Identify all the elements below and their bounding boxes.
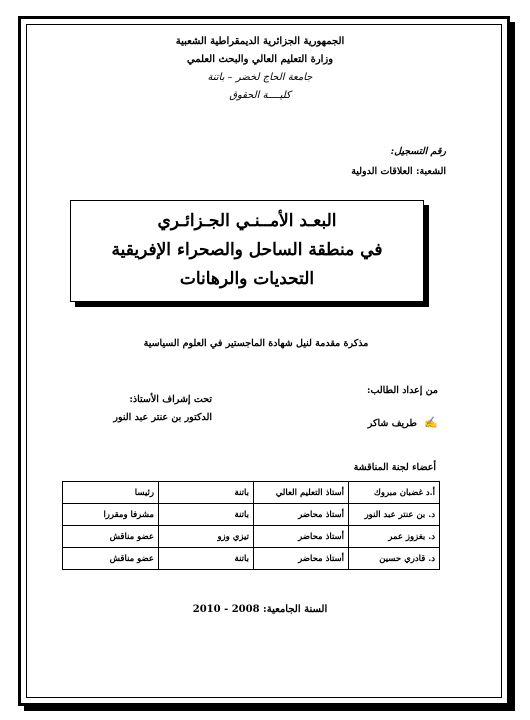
committee-member-rank: أستاذ محاضر <box>254 548 349 570</box>
thesis-title-line-1: البعـد الأمــنـي الجـزائـري <box>157 211 337 231</box>
committee-member-name: د. بن عنتر عبد النور <box>349 504 440 526</box>
branch-row <box>351 166 446 177</box>
committee-member-university: تيزي وزو <box>159 526 254 548</box>
academic-year: السنة الجامعية: 2008 - 2010 <box>192 604 328 615</box>
committee-member-role: عضو مناقش <box>63 548 159 570</box>
student-label: من إعداد الطالب: <box>366 385 438 396</box>
committee-member-university: باتنة <box>159 482 254 504</box>
header-republic: الجمهورية الجزائرية الديمقراطية الشعبية <box>175 36 345 47</box>
committee-member-rank: أستاذ محاضر <box>254 526 349 548</box>
supervisor-name: الدكتور بن عنتر عبد النور <box>113 412 212 423</box>
committee-member-name: د. بغزوز عمر <box>349 526 440 548</box>
branch-label: الشعبة: <box>415 166 446 177</box>
table-row <box>63 548 440 570</box>
student-name: طريف شاكر <box>367 418 417 429</box>
committee-member-role: مشرفا ومقررا <box>63 504 159 526</box>
header-ministry: وزارة التعليم العالي والبحث العلمي <box>186 54 334 65</box>
pen-icon: ✍ <box>424 416 438 429</box>
committee-member-university: باتنة <box>159 504 254 526</box>
border-shadow-bottom <box>24 706 515 711</box>
thesis-title-box <box>70 200 424 302</box>
table-row <box>63 504 440 526</box>
table-row <box>63 526 440 548</box>
page-border-inner <box>26 24 502 698</box>
student-row <box>368 416 438 429</box>
supervisor-label: تحت إشراف الأستاذ: <box>129 394 212 405</box>
committee-member-rank: أستاذ محاضر <box>254 504 349 526</box>
header-university: جامعة الحاج لخضر – باتنة <box>207 72 313 83</box>
committee-table <box>62 481 440 570</box>
thesis-degree-note: مذكرة مقدمة لنيل شهادة الماجستير في العلوم السياسية <box>143 338 369 349</box>
thesis-title-line-2: في منطقة الساحل والصحراء الإفريقية <box>111 240 383 260</box>
committee-member-university: باتنة <box>159 548 254 570</box>
header-faculty: كليــــة الحقوق <box>229 90 291 101</box>
page-border <box>18 16 510 706</box>
committee-member-name: أ.د غضبان مبروك <box>349 482 440 504</box>
committee-heading: أعضاء لجنة المناقشة <box>353 462 436 473</box>
committee-member-role: عضو مناقش <box>63 526 159 548</box>
border-shadow-right <box>510 22 515 711</box>
committee-member-name: د. قادري حسين <box>349 548 440 570</box>
committee-member-role: رئيسا <box>63 482 159 504</box>
table-row <box>63 482 440 504</box>
committee-member-rank: أستاذ التعليم العالي <box>254 482 349 504</box>
branch-value: العلاقات الدولية <box>351 166 413 177</box>
thesis-title-line-3: التحديات والرهانات <box>179 269 315 289</box>
registration-number-label: رقم التسجيل: <box>390 146 446 157</box>
